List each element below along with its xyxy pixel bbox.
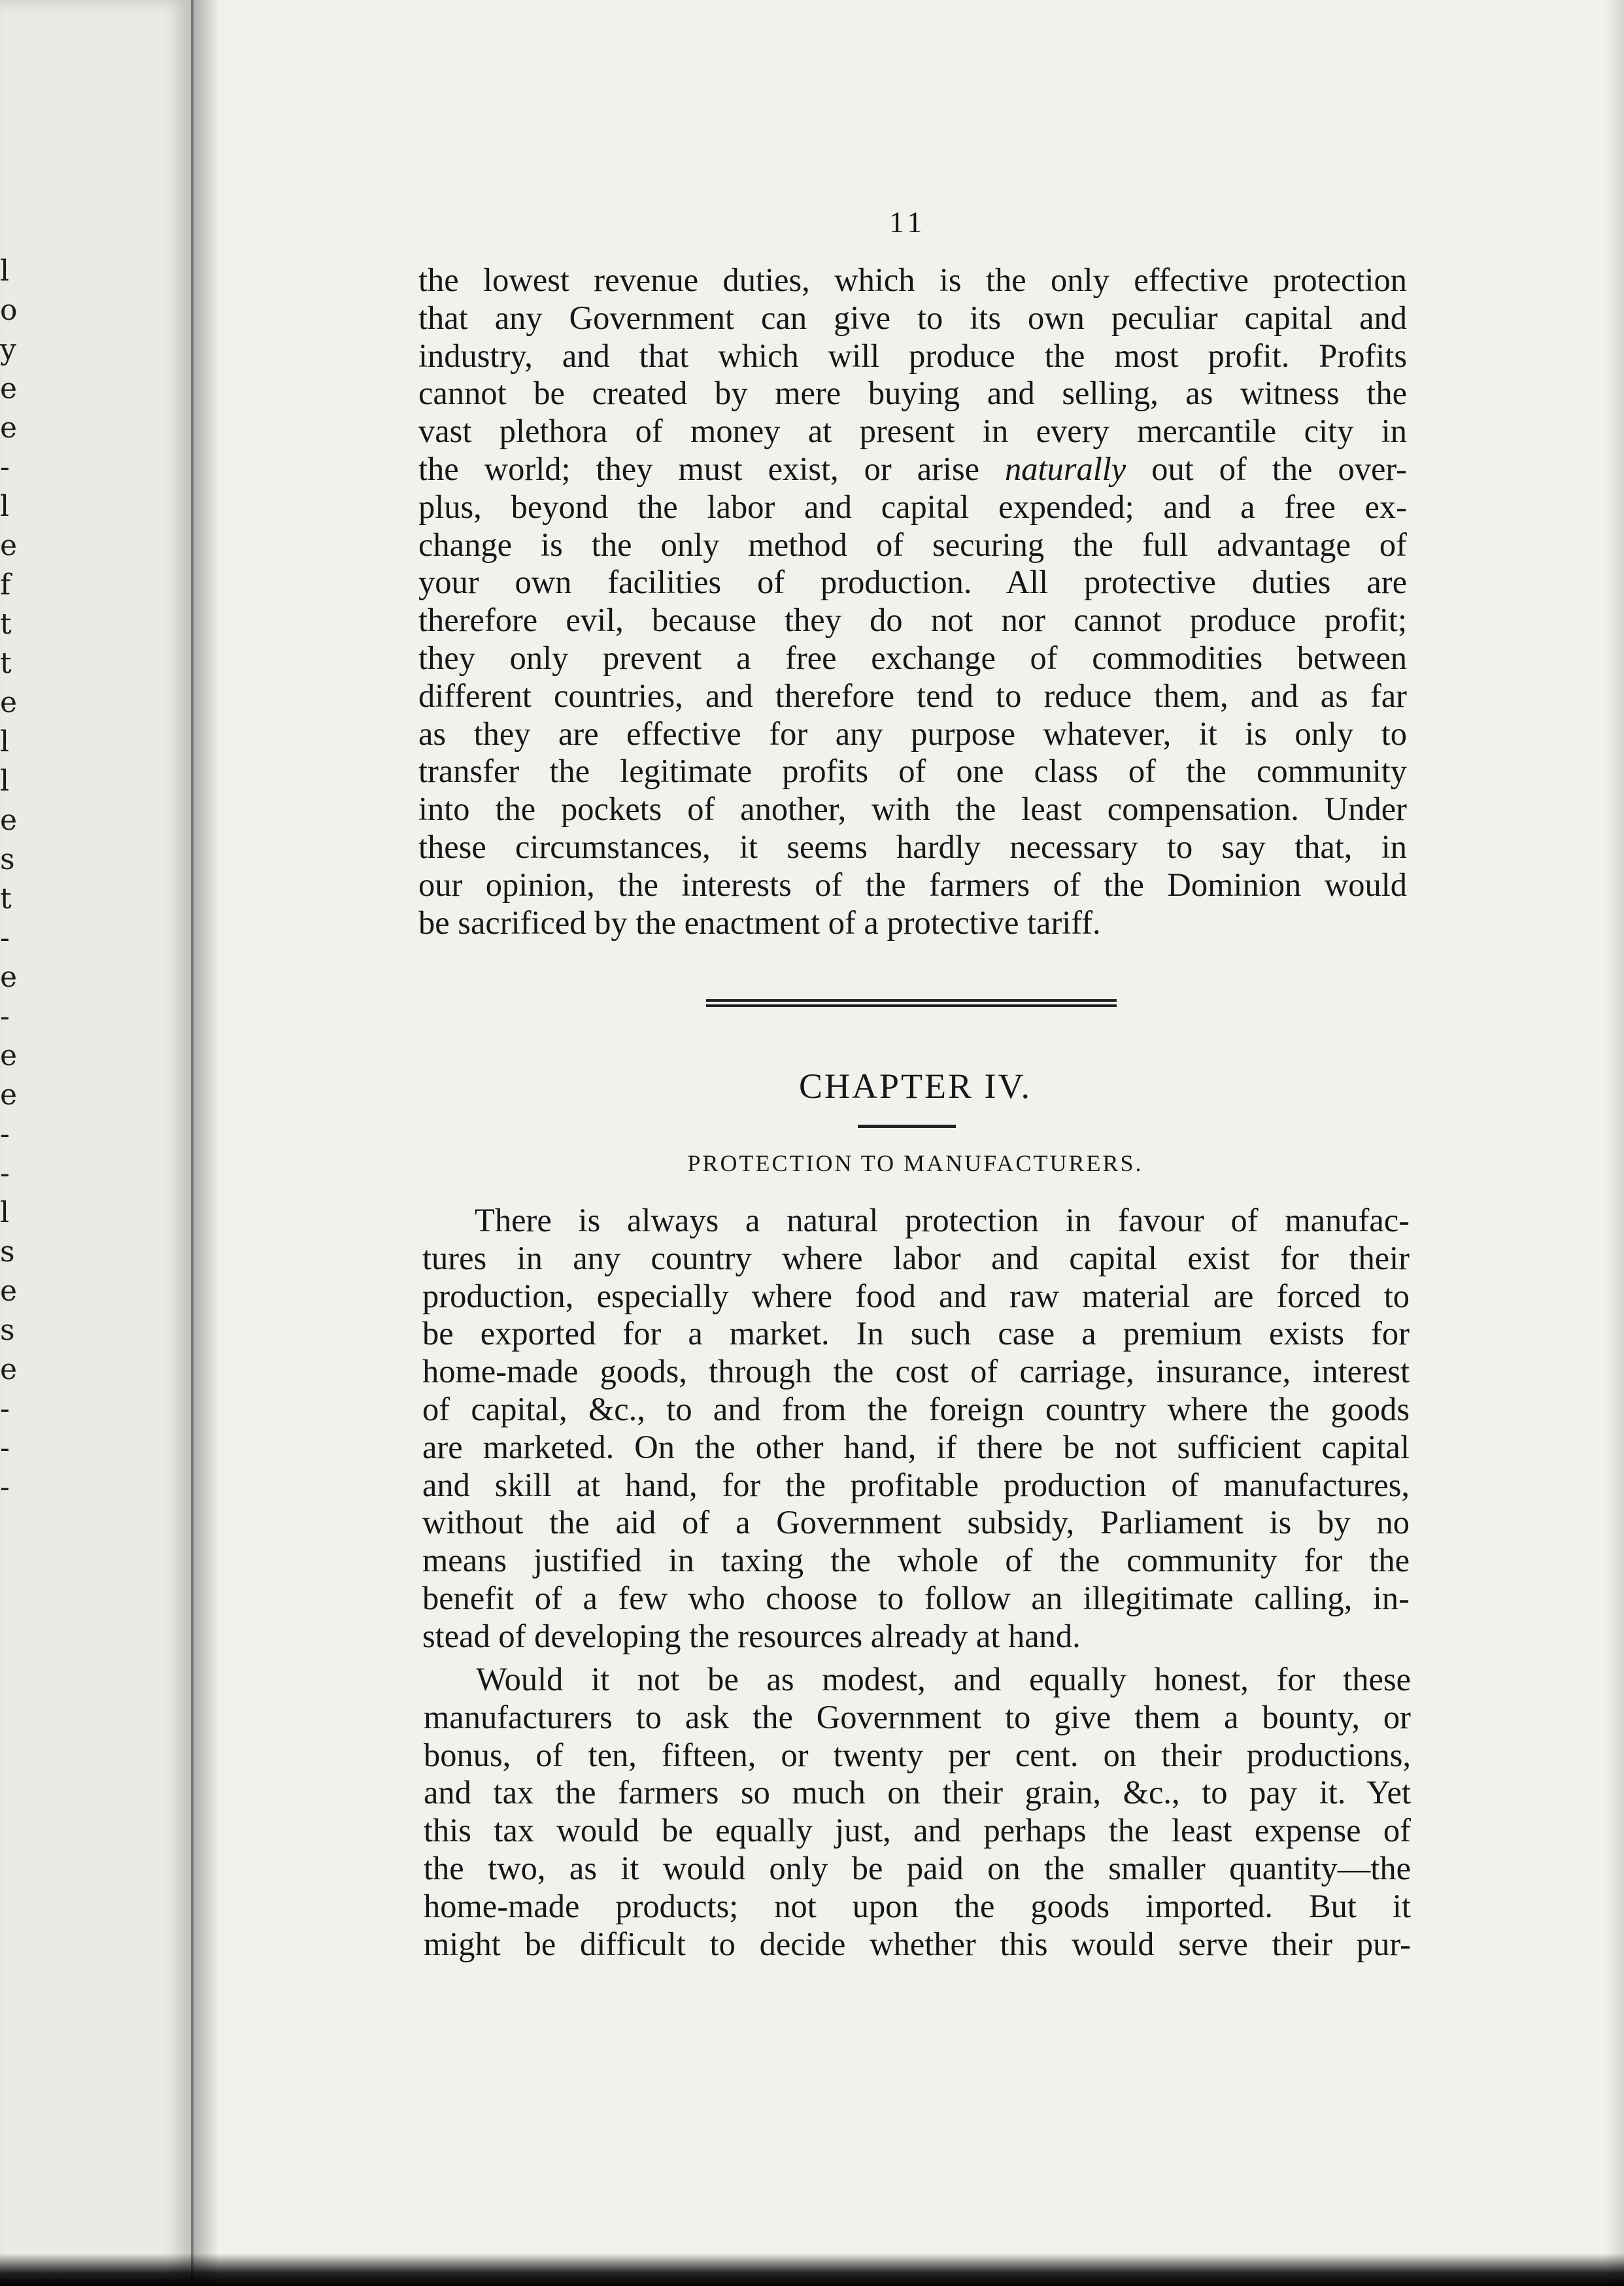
book-gutter-shadow: [194, 0, 220, 2286]
text-line: plus, beyond the labor and capital expended; and a free ex-: [418, 488, 1407, 525]
facing-page-letter-fragment: l: [0, 254, 10, 288]
text-line: manufacturers to ask the Government to give them a bounty, or: [424, 1698, 1411, 1735]
facing-page-letter-fragment: l: [0, 725, 10, 759]
text-line: and tax the farmers so much on their grain, &c., to pay it. Yet: [424, 1774, 1411, 1811]
chapter-title: PROTECTION TO MANUFACTURERS.: [687, 1150, 1143, 1176]
facing-page-letter-fragment: e: [0, 411, 18, 445]
facing-page-letter-fragment: y: [0, 333, 16, 366]
text-line-with-emphasis: [418, 451, 1407, 488]
page-edge-shadow: [1604, 0, 1624, 2286]
short-rule-divider: [858, 1125, 956, 1128]
text-line: be exported for a market. In such case a premium exists for: [422, 1315, 1410, 1352]
italic-word: naturally: [1005, 450, 1126, 487]
text-line: therefore evil, because they do not nor cannot produce profit;: [418, 602, 1407, 639]
text-line: they only prevent a free exchange of commodities between: [418, 639, 1407, 676]
chapter-heading: CHAPTER IV.: [798, 1066, 1032, 1106]
text-line: are marketed. On the other hand, if there be not sufficient capital: [422, 1428, 1410, 1465]
text-line: your own facilities of production. All protective duties are: [418, 564, 1407, 601]
paragraph-bounty-argument: [424, 1661, 1411, 1963]
text-line: the lowest revenue duties, which is the only effective protection: [418, 262, 1407, 298]
facing-page-letter-fragment: l: [0, 764, 10, 798]
facing-page-letter-fragment: s: [0, 843, 15, 876]
facing-page-letter-fragment: -: [0, 1157, 10, 1190]
facing-page-letter-fragment: e: [0, 1078, 18, 1112]
text-line: production, especially where food and raw material are forced to: [422, 1277, 1410, 1314]
text-line: home-made goods, through the cost of carriage, insurance, interest: [422, 1353, 1410, 1390]
facing-page-letter-fragment: t: [0, 882, 12, 915]
text-line: as they are effective for any purpose whatever, it is only to: [418, 715, 1407, 752]
page-number: 11: [889, 205, 926, 239]
facing-page-letter-fragment: l: [0, 490, 10, 523]
facing-page-letter-fragment: -: [0, 1392, 10, 1425]
text-line: stead of developing the resources already at hand.: [422, 1617, 1081, 1654]
text-line: and skill at hand, for the profitable production of manufactures,: [422, 1466, 1410, 1503]
facing-page-letter-fragment: e: [0, 1353, 18, 1386]
facing-page-letter-fragment: -: [0, 921, 10, 955]
text-line: tures in any country where labor and capital exist for their: [422, 1239, 1410, 1276]
text-line: means justified in taxing the whole of the community for the: [422, 1542, 1410, 1579]
text-line: different countries, and therefore tend to reduce them, and as far: [418, 677, 1407, 714]
text-line: might be difficult to decide whether this would serve their pur-: [424, 1925, 1411, 1962]
scan-bottom-edge: [0, 2253, 1624, 2286]
text-line: There is always a natural protection in favour of manufac-: [475, 1202, 1410, 1238]
text-line: Would it not be as modest, and equally honest, for these: [476, 1661, 1411, 1697]
text-line: without the aid of a Government subsidy, Parliament is by no: [422, 1504, 1410, 1541]
facing-page-letter-fragment: -: [0, 1471, 10, 1504]
facing-page-letter-fragment: e: [0, 804, 18, 837]
text-line: our opinion, the interests of the farmers of the Dominion would: [418, 866, 1407, 903]
text-line: transfer the legitimate profits of one class of the community: [418, 753, 1407, 790]
text-line: benefit of a few who choose to follow an illegitimate calling, in-: [422, 1579, 1410, 1616]
facing-page-letter-fragment: e: [0, 1274, 18, 1308]
text-run: out of the over-: [1126, 450, 1407, 487]
facing-page-letter-fragment: s: [0, 1235, 15, 1269]
text-run: the world; they must exist, or arise: [418, 450, 1006, 487]
facing-page-letter-fragment: e: [0, 1039, 18, 1072]
text-line: vast plethora of money at present in every mercantile city in: [418, 413, 1407, 450]
text-line: of capital, &c., to and from the foreign country where the goods: [422, 1390, 1410, 1427]
text-line: that any Government can give to its own peculiar capital and: [418, 299, 1407, 336]
facing-page-edge: [0, 0, 194, 2286]
facing-page-letter-fragment: -: [0, 1000, 10, 1033]
text-line: be sacrificed by the enactment of a protective tariff.: [418, 904, 1101, 941]
paragraph-natural-protection: [422, 1202, 1410, 1656]
facing-page-letter-fragment: e: [0, 529, 18, 562]
double-rule-divider: [706, 999, 1117, 1007]
paragraph-tariff-conclusion: [418, 262, 1407, 942]
facing-page-letter-fragment: l: [0, 1196, 10, 1229]
text-line: bonus, of ten, fifteen, or twenty per cent. on their productions,: [424, 1736, 1411, 1773]
text-line: cannot be created by mere buying and selling, as witness the: [418, 375, 1407, 412]
facing-page-letter-fragment: -: [0, 1431, 10, 1465]
facing-page-letter-fragment: o: [0, 294, 18, 327]
facing-page-letter-fragment: e: [0, 686, 18, 719]
facing-page-letter-fragment: -: [0, 451, 10, 484]
facing-page-letter-fragment: t: [0, 647, 12, 680]
text-line: home-made products; not upon the goods imported. But it: [424, 1887, 1411, 1924]
facing-page-letter-fragment: f: [0, 568, 11, 602]
facing-page-letter-fragment: -: [0, 1117, 10, 1151]
facing-page-letter-fragment: t: [0, 607, 12, 641]
facing-page-letter-fragment: e: [0, 961, 18, 994]
text-line: these circumstances, it seems hardly necessary to say that, in: [418, 828, 1407, 865]
text-line: this tax would be equally just, and perhaps the least expense of: [424, 1812, 1411, 1849]
text-line: into the pockets of another, with the least compensation. Under: [418, 791, 1407, 828]
text-line: industry, and that which will produce the most profit. Profits: [418, 337, 1407, 374]
facing-page-letter-fragment: s: [0, 1314, 15, 1347]
facing-page-letter-fragment: e: [0, 372, 18, 405]
text-line: the two, as it would only be paid on the smaller quantity—the: [424, 1849, 1411, 1886]
text-line: change is the only method of securing the full advantage of: [418, 526, 1407, 563]
